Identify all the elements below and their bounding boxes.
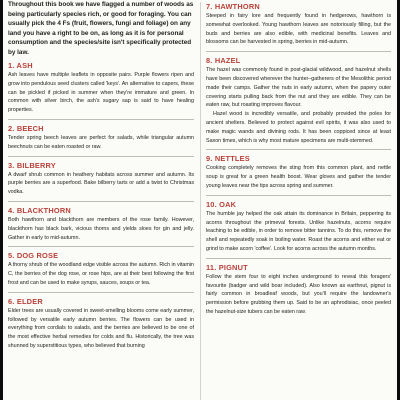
entry-text: Hazel wood is incredibly versatile, and probably provided the poles for ancient shelters. Believed to protect against evil spirits, it was also used to make magic wands and divining rods. It has been coppiced since at least Saxon times, which is why most mature specimens are multi-stemmed.	[206, 111, 391, 144]
entry-divider	[8, 119, 194, 120]
entry-heading: 2. BEECH	[8, 123, 44, 133]
entry-pignut	[206, 263, 391, 317]
entry-divider	[206, 149, 391, 150]
entry-divider	[8, 156, 194, 157]
entry-heading: 3. BILBERRY	[8, 160, 56, 170]
right-column	[206, 0, 391, 317]
entry-text: Both hawthorn and blackthorn are members of the rose family. However, blackthorn has black bark, vicious thorns and yields sloes for gin and jelly. Gather in early to mid-autumn.	[8, 216, 194, 241]
page-edge-left	[0, 0, 3, 400]
left-column	[8, 0, 194, 351]
entry-text: The humble jay helped the oak attain its dominance in Britain, peppering its acorns throughout the primeval forests. Unlike hazelnuts, acorns require leaching to be edible, in order to remove bitter tannins. To do this, remove the shell and repeatedly soak in boiling water. Roast the acorns and either eat or grind to make acorn 'coffee'. Look for acorns across the autumn months.	[206, 210, 391, 252]
entry-divider	[206, 258, 391, 259]
entry-heading: 6. ELDER	[8, 296, 43, 306]
entry-heading: 5. DOG ROSE	[8, 251, 59, 261]
column-divider	[200, 2, 201, 400]
entry-oak	[206, 200, 391, 259]
entry-dog-rose	[8, 251, 194, 292]
entry-hawthorn	[206, 2, 391, 52]
entry-nettles	[206, 154, 391, 195]
entry-text: Tender spring beech leaves are perfect for salads, while triangular autumn beechnuts can be eaten roasted or raw.	[8, 134, 194, 150]
entry-text: A thorny shrub of the woodland edge visible across the autumn. Rich in vitamin C, the berries of the dog rose, or rose hips, are at their best following the first frost and can be used to make syrups, sauces, soups or tea.	[8, 262, 194, 286]
entry-heading: 9. NETTLES	[206, 154, 250, 164]
entry-text: Cooking completely removes the sting from this common plant, and nettle soup is great for a green health boost. Wear gloves and gather the tender young leaves near the tips across spring and summer.	[206, 165, 391, 189]
entry-ash	[8, 61, 194, 120]
entry-text: Steeped in fairy lore and frequently found in hedgerows, hawthorn is somewhat overlooked. Young hawthorn leaves are notoriously filling, but the buds and berries are also edible, with medicinal benefits. Leaves and blossoms can be harvested in spring, berries in mid-autumn.	[206, 13, 391, 46]
entry-text: A dwarf shrub common in heathery habitats across summer and autumn. Its purple berries are a superfood. Bake bilberry tarts or add a twist to Christmas vodka.	[8, 171, 194, 196]
entry-heading: 1. ASH	[8, 61, 33, 70]
entry-heading: 7. HAWTHORN	[206, 2, 260, 11]
entry-heading: 11. PIGNUT	[206, 262, 248, 272]
entry-elder	[8, 297, 194, 351]
entry-hazel	[206, 56, 391, 150]
entry-text: Ash leaves have multiple leaflets in opposite pairs. Purple flowers ripen and grow into pendulous seed clusters called 'keys'. An alternative to capers, these can be pickled if picked in summer when they're immature and green. In common with silver birch, the ash's sugary sap is said to have healing properties.	[8, 72, 194, 114]
entry-divider	[8, 246, 194, 247]
entry-heading: 4. BLACKTHORN	[8, 205, 71, 215]
entry-divider	[8, 201, 194, 202]
entry-divider	[8, 292, 194, 293]
entry-bilberry	[8, 161, 194, 202]
entry-blackthorn	[8, 206, 194, 247]
entry-divider	[206, 51, 391, 52]
entry-text: The hazel was commonly found in post-glacial wildwood, and hazelnut shells have been discovered wherever the hunter–gatherers of the Mesolithic period made their camps. Gather the nuts in early autumn, when the papery outer covering starts pulling back from the nut and they are edible. They can be eaten raw, but roasting improves flavour.	[206, 67, 391, 109]
entry-heading: 8. HAZEL	[206, 56, 241, 66]
intro-paragraph: Throughout this book we have flagged a number of woods as being particularly species rich, or good for foraging. You can usually pick the 4 Fs (fruit, flowers, fungi and foliage) on any land you have a right to be on, as long as it is for personal consumption and the species/site isn't specifically protected by law.	[8, 1, 194, 56]
entry-text: Follow the stem four to eight inches underground to reveal this foragers' favourite (badger and wild boar included). Also known as earthnut, pignut is fairly common in broadleaf woods, but you'll require the landowner's permission before grubbing them up. Said to be an aphrodisiac, once peeled the hazelnut-size tubers can be eaten raw.	[206, 273, 391, 315]
entry-text: Elder trees are usually covered in sweet-smelling blooms come early summer, followed by versatile early autumn berries. The flowers can be used in everything from cordials to salads, and the berries are believed to be one of the most effective herbal remedies for colds and flu. Historically, the tree was shunned by superstitious types, who believed that burning	[8, 307, 194, 349]
entry-beech	[8, 124, 194, 157]
entry-heading: 10. OAK	[206, 199, 237, 209]
entry-divider	[206, 195, 391, 196]
